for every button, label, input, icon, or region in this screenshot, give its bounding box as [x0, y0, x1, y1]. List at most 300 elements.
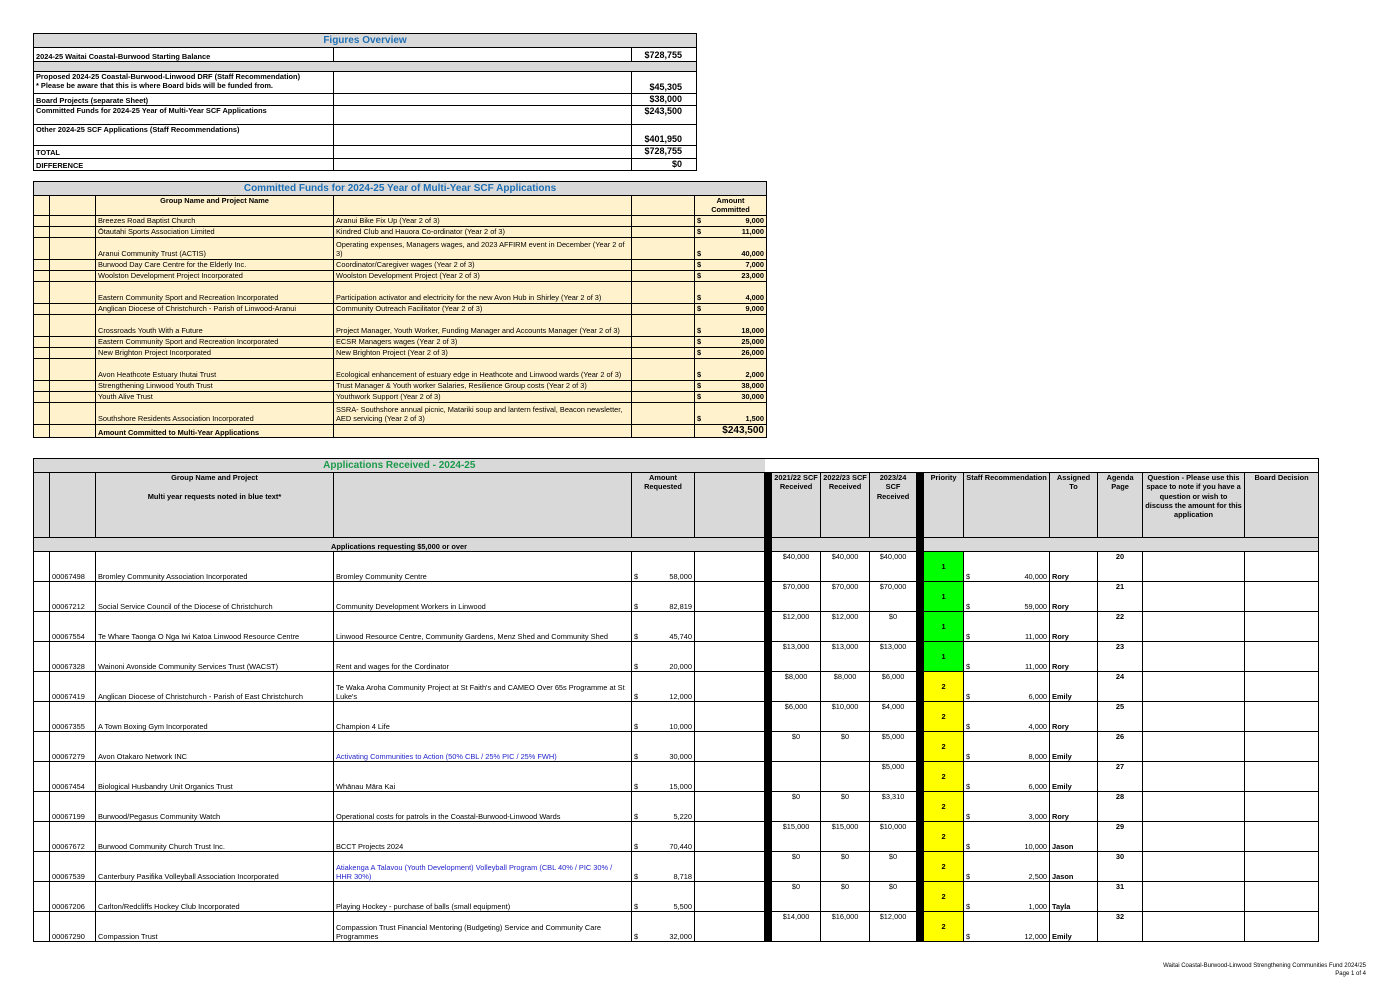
app-priority: 2 — [924, 912, 964, 942]
app-rec-currency: $ — [966, 841, 971, 851]
app-scf-2023: $12,000 — [870, 912, 917, 942]
app-amount — [632, 912, 695, 942]
app-staff-rec — [964, 612, 1050, 642]
app-project: Activating Communities to Action (50% CBL / 25% PIC / 25% FWH) — [334, 732, 632, 762]
committed-currency: $ — [695, 358, 703, 380]
app-amount-value: 58,000 — [669, 571, 692, 581]
app-scf-2021: $13,000 — [772, 642, 821, 672]
committed-project: Kindred Club and Hauora Co-ordinator (Year 2 of 3) — [334, 226, 632, 237]
committed-group: Crossroads Youth With a Future — [96, 314, 334, 336]
app-assigned: Rory — [1050, 702, 1098, 732]
app-scf-2023: $4,000 — [870, 702, 917, 732]
committed-amount: 30,000 — [703, 391, 767, 402]
app-id: 00067290 — [50, 912, 96, 942]
app-amount — [632, 642, 695, 672]
app-scf-2021: $0 — [772, 882, 821, 912]
committed-group: Anglican Diocese of Christchurch - Parish of Linwood-Aranui — [96, 303, 334, 314]
app-amount — [632, 792, 695, 822]
applications-table — [33, 458, 1319, 942]
committed-row — [34, 281, 767, 303]
app-group: Bromley Community Association Incorporated — [96, 552, 334, 582]
app-scf-2023: $70,000 — [870, 582, 917, 612]
committed-currency: $ — [695, 336, 703, 347]
app-scf-2021: $0 — [772, 852, 821, 882]
committed-amount: 18,000 — [703, 314, 767, 336]
app-scf-2021: $0 — [772, 792, 821, 822]
committed-row — [34, 237, 767, 259]
app-group-note: Multi year requests noted in blue text* — [147, 491, 282, 501]
committed-currency: $ — [695, 281, 703, 303]
app-id: 00067454 — [50, 762, 96, 792]
app-amount-value: 20,000 — [669, 661, 692, 671]
application-row — [34, 642, 1319, 672]
app-board-header: Board Decision — [1245, 473, 1319, 538]
app-amount-currency: $ — [634, 691, 639, 701]
app-staff-rec — [964, 762, 1050, 792]
app-rec-value: 3,000 — [1028, 811, 1048, 821]
app-group: Carlton/Redcliffs Hockey Club Incorporated — [96, 882, 334, 912]
app-agenda-page: 22 — [1098, 612, 1143, 642]
app-staff-rec — [964, 822, 1050, 852]
app-scf-2023: $5,000 — [870, 762, 917, 792]
app-board-decision-cell[interactable] — [1245, 732, 1319, 762]
app-id: 00067212 — [50, 582, 96, 612]
committed-currency: $ — [695, 314, 703, 336]
committed-project: Trust Manager & Youth worker Salaries, Resilience Group costs (Year 2 of 3) — [334, 380, 632, 391]
app-id: 00067539 — [50, 852, 96, 882]
proposed-drf-note: * Please be aware that this is where Board bids will be funded from. — [36, 81, 273, 91]
board-projects-label: Board Projects (separate Sheet) — [34, 94, 334, 106]
app-scf3-header: 2023/24 SCF Received — [870, 473, 917, 538]
committed-project: ECSR Managers wages (Year 2 of 3) — [334, 336, 632, 347]
app-project: Playing Hockey - purchase of balls (small equipment) — [334, 882, 632, 912]
app-group: Canterbury Pasifika Volleyball Association Incorporated — [96, 852, 334, 882]
app-project: Whānau Māra Kai — [334, 762, 632, 792]
app-scf-2022: $0 — [821, 882, 870, 912]
starting-balance-label: 2024-25 Waitai Coastal-Burwood Starting Balance — [34, 48, 334, 62]
app-amount — [632, 762, 695, 792]
app-rec-value: 40,000 — [1024, 571, 1048, 581]
committed-row — [34, 402, 767, 424]
app-board-decision-cell[interactable] — [1245, 612, 1319, 642]
app-project: BCCT Projects 2024 — [334, 822, 632, 852]
committed-amount: 2,000 — [703, 358, 767, 380]
app-scf-2022: $10,000 — [821, 702, 870, 732]
board-projects-value: $38,000 — [632, 94, 697, 106]
committed-title: Committed Funds for 2024-25 Year of Multi-Year SCF Applications — [34, 182, 767, 196]
committed-currency: $ — [695, 402, 703, 424]
app-board-decision-cell[interactable] — [1245, 882, 1319, 912]
app-project: Community Development Workers in Linwood — [334, 582, 632, 612]
app-amount-header: Amount Requested — [632, 473, 695, 538]
app-scf-2023: $6,000 — [870, 672, 917, 702]
figures-title: Figures Overview — [34, 34, 697, 48]
app-project: Rent and wages for the Cordinator — [334, 642, 632, 672]
committed-amount: 38,000 — [703, 380, 767, 391]
application-row — [34, 672, 1319, 702]
app-board-decision-cell[interactable] — [1245, 852, 1319, 882]
difference-label: DIFFERENCE — [34, 158, 334, 170]
app-project: Te Waka Aroha Community Project at St Faith's and CAMEO Over 65s Programme at St Luke's — [334, 672, 632, 702]
application-row — [34, 732, 1319, 762]
committed-project: Ecological enhancement of estuary edge in Heathcote and Linwood wards (Year 2 of 3) — [334, 358, 632, 380]
committed-currency: $ — [695, 391, 703, 402]
committed-currency: $ — [695, 259, 703, 270]
app-scf-2023: $3,310 — [870, 792, 917, 822]
app-group: Anglican Diocese of Christchurch - Parish of East Christchurch — [96, 672, 334, 702]
app-group: Te Whare Taonga O Nga Iwi Katoa Linwood Resource Centre — [96, 612, 334, 642]
app-amount-currency: $ — [634, 781, 639, 791]
other-applications-label: Other 2024-25 SCF Applications (Staff Recommendations) — [34, 125, 334, 146]
app-question-cell[interactable] — [1143, 672, 1245, 702]
app-amount-currency: $ — [634, 631, 639, 641]
app-scf-2022: $0 — [821, 732, 870, 762]
application-row — [34, 882, 1319, 912]
app-agenda-page: 26 — [1098, 732, 1143, 762]
app-staff-rec — [964, 582, 1050, 612]
app-question-cell[interactable] — [1143, 882, 1245, 912]
app-project: Bromley Community Centre — [334, 552, 632, 582]
app-id: 00067419 — [50, 672, 96, 702]
app-scf-2023: $13,000 — [870, 642, 917, 672]
app-group-header: Group Name and Project — [171, 473, 258, 482]
committed-amount: 1,500 — [703, 402, 767, 424]
app-priority: 2 — [924, 702, 964, 732]
app-scf-2021: $15,000 — [772, 822, 821, 852]
app-priority: 1 — [924, 582, 964, 612]
proposed-drf-value: $45,305 — [632, 72, 697, 94]
app-amount — [632, 552, 695, 582]
app-rec-currency: $ — [966, 691, 971, 701]
app-question-cell[interactable] — [1143, 852, 1245, 882]
app-agenda-page: 25 — [1098, 702, 1143, 732]
app-scf-2023: $40,000 — [870, 552, 917, 582]
app-board-decision-cell[interactable] — [1245, 642, 1319, 672]
app-priority: 2 — [924, 732, 964, 762]
app-group: Wainoni Avonside Community Services Trust (WACST) — [96, 642, 334, 672]
committed-project: Woolston Development Project (Year 2 of 3) — [334, 270, 632, 281]
app-amount — [632, 732, 695, 762]
app-group: Biological Husbandry Unit Organics Trust — [96, 762, 334, 792]
app-project: Champion 4 Life — [334, 702, 632, 732]
app-assigned: Jason — [1050, 852, 1098, 882]
committed-amount: 11,000 — [703, 226, 767, 237]
app-staff-rec — [964, 852, 1050, 882]
committed-amount: 9,000 — [703, 215, 767, 226]
app-rec-value: 12,000 — [1024, 931, 1048, 941]
committed-row — [34, 303, 767, 314]
app-staff-rec — [964, 552, 1050, 582]
app-id: 00067554 — [50, 612, 96, 642]
app-amount — [632, 822, 695, 852]
app-board-decision-cell[interactable] — [1245, 792, 1319, 822]
app-scf-2021: $70,000 — [772, 582, 821, 612]
app-amount-value: 8,718 — [673, 871, 692, 881]
committed-currency: $ — [695, 380, 703, 391]
app-amount-currency: $ — [634, 841, 639, 851]
app-question-cell[interactable] — [1143, 702, 1245, 732]
application-row — [34, 552, 1319, 582]
committed-project: Youthwork Support (Year 2 of 3) — [334, 391, 632, 402]
app-amount-value: 15,000 — [669, 781, 692, 791]
app-group: A Town Boxing Gym Incorporated — [96, 702, 334, 732]
committed-row — [34, 380, 767, 391]
difference-value: $0 — [632, 158, 697, 170]
app-staff-rec — [964, 702, 1050, 732]
app-scf-2023: $0 — [870, 612, 917, 642]
application-row — [34, 762, 1319, 792]
app-agenda-page: 28 — [1098, 792, 1143, 822]
app-scf-2023: $10,000 — [870, 822, 917, 852]
app-scf-2021: $0 — [772, 732, 821, 762]
app-scf-2022: $0 — [821, 792, 870, 822]
app-board-decision-cell[interactable] — [1245, 582, 1319, 612]
app-scf-2021: $14,000 — [772, 912, 821, 942]
app-rec-value: 8,000 — [1028, 751, 1048, 761]
app-assigned: Emily — [1050, 912, 1098, 942]
footer-page: Page 1 of 4 — [1335, 971, 1366, 978]
app-assigned: Jason — [1050, 822, 1098, 852]
app-amount — [632, 582, 695, 612]
app-amount-value: 30,000 — [669, 751, 692, 761]
app-assigned: Rory — [1050, 792, 1098, 822]
committed-currency: $ — [695, 270, 703, 281]
app-question-cell[interactable] — [1143, 912, 1245, 942]
app-rec-currency: $ — [966, 811, 971, 821]
app-id: 00067199 — [50, 792, 96, 822]
app-group: Compassion Trust — [96, 912, 334, 942]
application-row — [34, 792, 1319, 822]
committed-currency: $ — [695, 215, 703, 226]
app-rec-value: 6,000 — [1028, 691, 1048, 701]
committed-currency: $ — [695, 237, 703, 259]
app-agenda-page: 31 — [1098, 882, 1143, 912]
app-rec-currency: $ — [966, 901, 971, 911]
app-scf-2022: $0 — [821, 852, 870, 882]
committed-currency: $ — [695, 226, 703, 237]
committed-project: SSRA- Southshore annual picnic, Matariki soup and lantern festival, Beacon newsletter, AED servicing (Year 2 of 3) — [334, 402, 632, 424]
app-question-cell[interactable] — [1143, 762, 1245, 792]
app-rec-value: 10,000 — [1024, 841, 1048, 851]
committed-amount: 4,000 — [703, 281, 767, 303]
committed-amount: 9,000 — [703, 303, 767, 314]
app-id: 00067206 — [50, 882, 96, 912]
committed-row — [34, 314, 767, 336]
app-amount-currency: $ — [634, 601, 639, 611]
app-agenda-page: 24 — [1098, 672, 1143, 702]
app-priority: 1 — [924, 642, 964, 672]
app-question-header: Question - Please use this space to note if you have a question or wish to discuss the amount for this application — [1143, 473, 1245, 538]
footer-title: Waitai Coastal-Burwood-Linwood Strengthening Communities Fund 2024/25 — [1163, 963, 1366, 969]
app-assigned: Rory — [1050, 612, 1098, 642]
committed-funds-value: $243,500 — [632, 106, 697, 125]
committed-project: Coordinator/Caregiver wages (Year 2 of 3) — [334, 259, 632, 270]
app-staff-rec — [964, 732, 1050, 762]
app-amount — [632, 612, 695, 642]
app-rec-value: 6,000 — [1028, 781, 1048, 791]
committed-group: New Brighton Project Incorporated — [96, 347, 334, 358]
app-rec-currency: $ — [966, 631, 971, 641]
app-scf-2021: $12,000 — [772, 612, 821, 642]
app-rec-currency: $ — [966, 751, 971, 761]
committed-group: Avon Heathcote Estuary Ihutai Trust — [96, 358, 334, 380]
app-rec-value: 59,000 — [1024, 601, 1048, 611]
app-scf-2021: $40,000 — [772, 552, 821, 582]
committed-row — [34, 336, 767, 347]
committed-group: Eastern Community Sport and Recreation Incorporated — [96, 281, 334, 303]
committed-row — [34, 215, 767, 226]
app-rec-currency: $ — [966, 571, 971, 581]
committed-group: Breezes Road Baptist Church — [96, 215, 334, 226]
app-id: 00067328 — [50, 642, 96, 672]
app-amount-currency: $ — [634, 901, 639, 911]
app-scf-2022: $70,000 — [821, 582, 870, 612]
app-assigned: Rory — [1050, 582, 1098, 612]
app-scf-2022: $40,000 — [821, 552, 870, 582]
app-rec-value: 2,500 — [1028, 871, 1048, 881]
app-amount — [632, 852, 695, 882]
app-agenda-page: 23 — [1098, 642, 1143, 672]
committed-project: Project Manager, Youth Worker, Funding Manager and Accounts Manager (Year 2 of 3) — [334, 314, 632, 336]
app-question-cell[interactable] — [1143, 552, 1245, 582]
app-agenda-page: 29 — [1098, 822, 1143, 852]
app-rec-currency: $ — [966, 721, 971, 731]
app-board-decision-cell[interactable] — [1245, 552, 1319, 582]
app-priority-header: Priority — [924, 473, 964, 538]
committed-amount: 7,000 — [703, 259, 767, 270]
app-board-decision-cell[interactable] — [1245, 822, 1319, 852]
committed-project: New Brighton Project (Year 2 of 3) — [334, 347, 632, 358]
app-amount-value: 5,220 — [673, 811, 692, 821]
app-agenda-page: 32 — [1098, 912, 1143, 942]
app-amount-currency: $ — [634, 931, 639, 941]
app-agenda-page: 20 — [1098, 552, 1143, 582]
app-priority: 2 — [924, 822, 964, 852]
app-rec-currency: $ — [966, 781, 971, 791]
committed-amount: 25,000 — [703, 336, 767, 347]
app-staff-rec — [964, 792, 1050, 822]
app-amount-value: 70,440 — [669, 841, 692, 851]
proposed-drf-label: Proposed 2024-25 Coastal-Burwood-Linwood DRF (Staff Recommendation) — [36, 72, 301, 81]
app-assigned-header: Assigned To — [1050, 473, 1098, 538]
app-rec-currency: $ — [966, 601, 971, 611]
committed-row — [34, 259, 767, 270]
app-question-cell[interactable] — [1143, 642, 1245, 672]
app-rec-value: 4,000 — [1028, 721, 1048, 731]
committed-amount: 40,000 — [703, 237, 767, 259]
app-project: Linwood Resource Centre, Community Gardens, Menz Shed and Community Shed — [334, 612, 632, 642]
app-question-cell[interactable] — [1143, 792, 1245, 822]
application-row — [34, 912, 1319, 942]
app-assigned: Emily — [1050, 672, 1098, 702]
app-rec-currency: $ — [966, 661, 971, 671]
app-scf-2021 — [772, 762, 821, 792]
committed-group: Eastern Community Sport and Recreation Incorporated — [96, 336, 334, 347]
page-footer — [1163, 962, 1366, 979]
app-id: 00067498 — [50, 552, 96, 582]
app-group: Burwood/Pegasus Community Watch — [96, 792, 334, 822]
app-id: 00067672 — [50, 822, 96, 852]
app-priority: 2 — [924, 672, 964, 702]
app-rec-currency: $ — [966, 931, 971, 941]
app-scf-2021: $6,000 — [772, 702, 821, 732]
app-amount-currency: $ — [634, 751, 639, 761]
app-board-decision-cell[interactable] — [1245, 762, 1319, 792]
committed-amount: 26,000 — [703, 347, 767, 358]
app-scf-2021: $8,000 — [772, 672, 821, 702]
app-rec-currency: $ — [966, 871, 971, 881]
application-row — [34, 852, 1319, 882]
app-question-cell[interactable] — [1143, 822, 1245, 852]
app-question-cell[interactable] — [1143, 582, 1245, 612]
app-staff-rec — [964, 642, 1050, 672]
app-scf-2022 — [821, 762, 870, 792]
total-label: TOTAL — [34, 146, 334, 158]
app-assigned: Emily — [1050, 762, 1098, 792]
committed-row — [34, 226, 767, 237]
app-amount — [632, 882, 695, 912]
app-assigned: Rory — [1050, 552, 1098, 582]
committed-amount-header: Amount Committed — [695, 196, 767, 216]
app-amount-currency: $ — [634, 871, 639, 881]
app-scf-2022: $16,000 — [821, 912, 870, 942]
app-priority: 2 — [924, 792, 964, 822]
committed-rows — [34, 215, 767, 424]
committed-row — [34, 347, 767, 358]
app-priority: 2 — [924, 852, 964, 882]
application-row — [34, 822, 1319, 852]
app-scf1-header: 2021/22 SCF Received — [772, 473, 821, 538]
app-agenda-page: 27 — [1098, 762, 1143, 792]
app-amount-currency: $ — [634, 721, 639, 731]
committed-project: Operating expenses, Managers wages, and 2023 AFFIRM event in December (Year 2 of 3) — [334, 237, 632, 259]
committed-row — [34, 358, 767, 380]
app-board-decision-cell[interactable] — [1245, 672, 1319, 702]
app-group: Avon Otakaro Network INC — [96, 732, 334, 762]
committed-group: Burwood Day Care Centre for the Elderly Inc. — [96, 259, 334, 270]
committed-funds-label: Committed Funds for 2024-25 Year of Multi-Year SCF Applications — [34, 106, 334, 125]
app-question-cell[interactable] — [1143, 732, 1245, 762]
committed-group: Woolston Development Project Incorporated — [96, 270, 334, 281]
app-staff-rec — [964, 912, 1050, 942]
application-row — [34, 612, 1319, 642]
committed-project: Aranui Bike Fix Up (Year 2 of 3) — [334, 215, 632, 226]
app-board-decision-cell[interactable] — [1245, 702, 1319, 732]
app-id: 00067355 — [50, 702, 96, 732]
committed-group: Strengthening Linwood Youth Trust — [96, 380, 334, 391]
starting-balance-value: $728,755 — [632, 48, 697, 62]
app-assigned: Tayla — [1050, 882, 1098, 912]
committed-currency: $ — [695, 303, 703, 314]
app-amount — [632, 702, 695, 732]
app-staff-header: Staff Recommendation — [964, 473, 1050, 538]
application-row — [34, 582, 1319, 612]
app-amount-currency: $ — [634, 661, 639, 671]
app-priority: 1 — [924, 552, 964, 582]
app-board-decision-cell[interactable] — [1245, 912, 1319, 942]
app-agenda-page: 30 — [1098, 852, 1143, 882]
application-row — [34, 702, 1319, 732]
app-question-cell[interactable] — [1143, 612, 1245, 642]
app-agenda-page: 21 — [1098, 582, 1143, 612]
app-scf-2023: $0 — [870, 852, 917, 882]
total-value: $728,755 — [632, 146, 697, 158]
app-amount-currency: $ — [634, 571, 639, 581]
committed-currency: $ — [695, 347, 703, 358]
app-scf2-header: 2022/23 SCF Received — [821, 473, 870, 538]
other-applications-value: $401,950 — [632, 125, 697, 146]
app-staff-rec — [964, 672, 1050, 702]
